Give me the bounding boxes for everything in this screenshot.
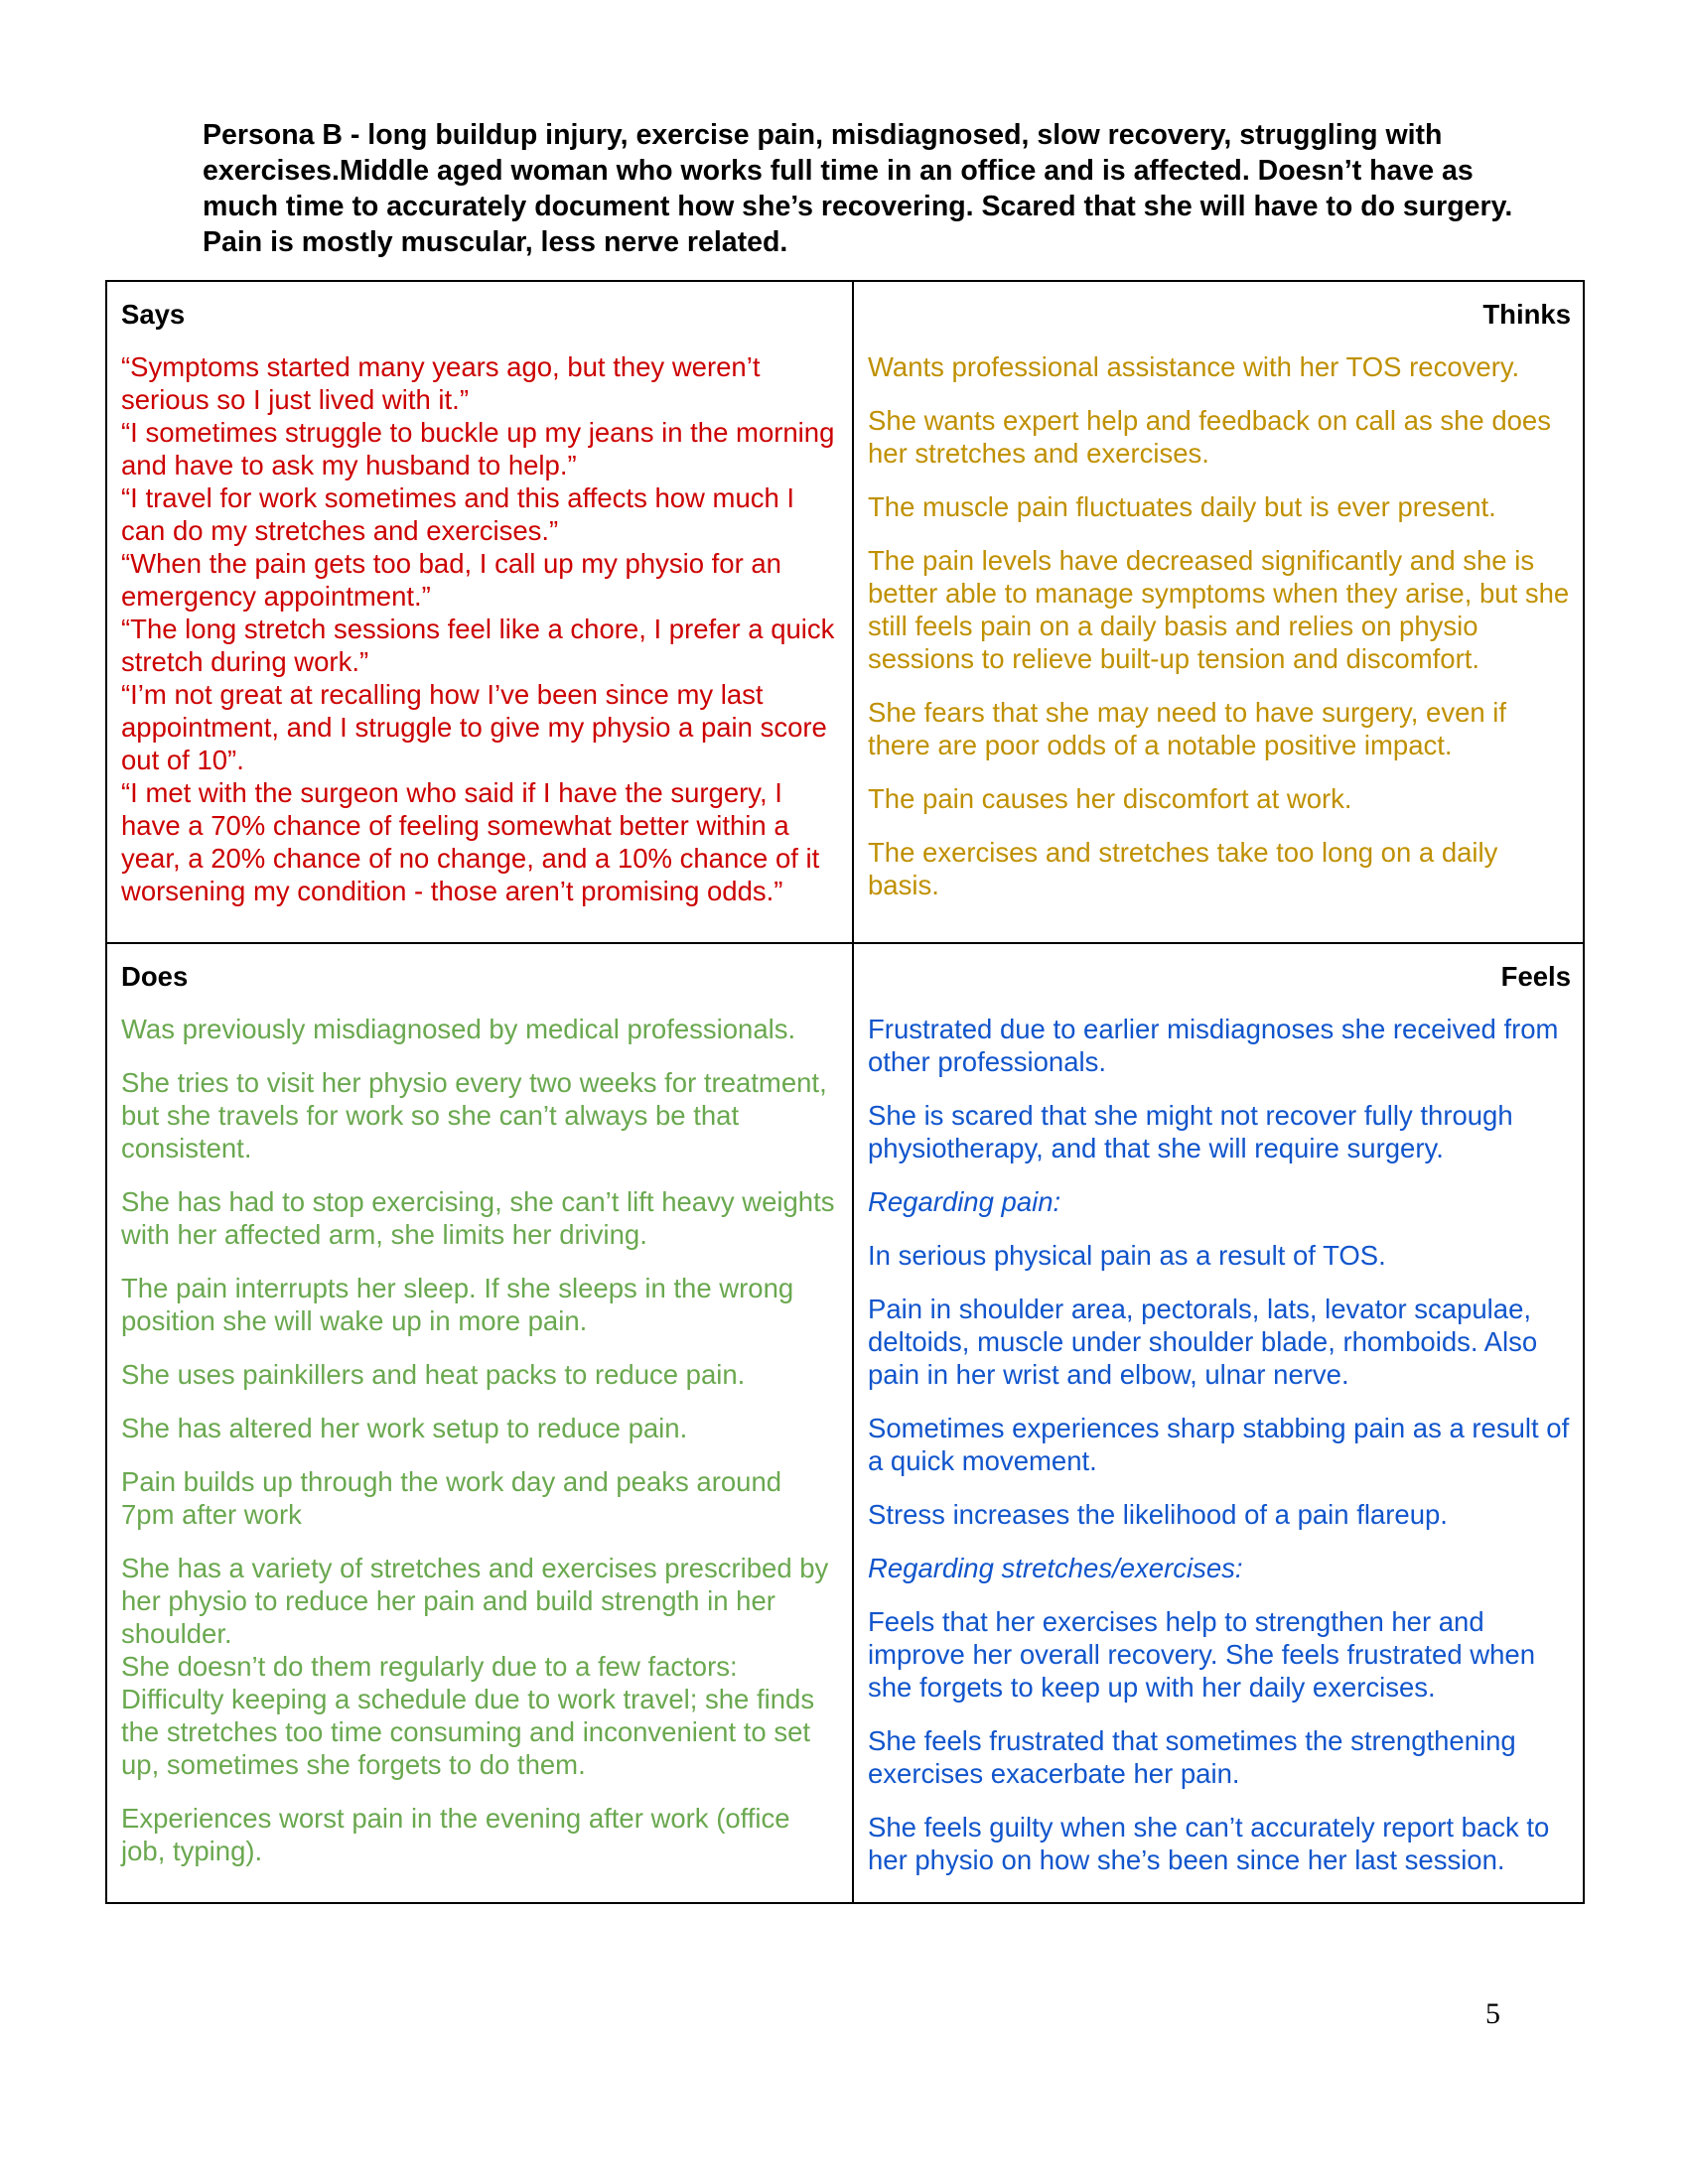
does-item: She has a variety of stretches and exercises prescribed by her physio to reduce her pain and build strength in her shoulder. (121, 1553, 829, 1649)
does-item: Was previously misdiagnosed by medical professionals. (121, 1014, 796, 1044)
feels-item: Pain in shoulder area, pectorals, lats, levator scapulae, deltoids, muscle under shoulder blade, rhomboids. Also pain in her wrist and elbow, ulnar nerve. (868, 1294, 1538, 1390)
says-label: Says (121, 299, 186, 330)
feels-item: She feels frustrated that sometimes the strengthening exercises exacerbate her pain. (868, 1725, 1516, 1789)
says-item: “I sometimes struggle to buckle up my jeans in the morning and have to ask my husband to help.” (121, 417, 835, 480)
does-item: Pain builds up through the work day and peaks around 7pm after work (121, 1466, 782, 1530)
feels-item: Stress increases the likelihood of a pain flareup. (868, 1499, 1448, 1530)
thinks-item: She fears that she may need to have surgery, even if there are poor odds of a notable positive impact. (868, 697, 1507, 760)
says-list (121, 350, 838, 907)
says-item: “Symptoms started many years ago, but they weren’t serious so I just lived with it.” (121, 351, 761, 415)
does-quadrant (107, 944, 854, 1902)
feels-item: In serious physical pain as a result of TOS. (868, 1240, 1386, 1271)
does-label: Does (121, 961, 189, 992)
page-number: 5 (1485, 1997, 1500, 2030)
feels-label: Feels (1500, 961, 1571, 992)
does-item: Experiences worst pain in the evening after work (office job, typing). (121, 1803, 790, 1866)
says-item: “I’m not great at recalling how I’ve been since my last appointment, and I struggle to give my physio a pain score out of 10”. (121, 679, 827, 775)
feels-subheading: Regarding stretches/exercises: (868, 1553, 1243, 1583)
feels-subheading: Regarding pain: (868, 1186, 1061, 1217)
says-quadrant (107, 282, 854, 944)
does-item: The pain interrupts her sleep. If she sleeps in the wrong position she will wake up in more pain. (121, 1273, 794, 1336)
says-item: “When the pain gets too bad, I call up my physio for an emergency appointment.” (121, 548, 781, 612)
says-item: “I travel for work sometimes and this affects how much I can do my stretches and exercises.” (121, 482, 795, 546)
does-item: She has altered her work setup to reduce pain. (121, 1413, 688, 1443)
thinks-item: The muscle pain fluctuates daily but is ever present. (868, 491, 1496, 522)
does-item: She tries to visit her physio every two weeks for treatment, but she travels for work so she can’t always be that consistent. (121, 1067, 827, 1163)
feels-list (868, 1013, 1571, 1876)
feels-quadrant (854, 944, 1585, 1902)
feels-item: Feels that her exercises help to strengthen her and improve her overall recovery. She feels frustrated when she forgets to keep up with her daily exercises. (868, 1606, 1536, 1703)
thinks-item: The pain levels have decreased significantly and she is better able to manage symptoms when they arise, but she still feels pain on a daily basis and relies on physio sessions to relieve built-up tension and discomfort. (868, 545, 1570, 674)
does-item: She doesn’t do them regularly due to a few factors: Difficulty keeping a schedule due to work travel; she finds the stretches too time consuming and inconvenient to set up, sometimes she forgets to do them. (121, 1651, 815, 1780)
feels-item: Sometimes experiences sharp stabbing pain as a result of a quick movement. (868, 1413, 1570, 1476)
thinks-item: The pain causes her discomfort at work. (868, 783, 1352, 814)
thinks-item: The exercises and stretches take too long on a daily basis. (868, 837, 1498, 900)
thinks-quadrant (854, 282, 1585, 944)
thinks-item: She wants expert help and feedback on call as she does her stretches and exercises. (868, 405, 1551, 469)
persona-heading: Persona B - long buildup injury, exercise pain, misdiagnosed, slow recovery, struggling with exercises.Middle aged woman who works full time in an office and is affected. Doesn’t have as much time to accurately document how she’s recovering. Scared that she will have to do surgery. Pain is mostly muscular, less nerve related. (203, 119, 1513, 258)
thinks-item: Wants professional assistance with her TOS recovery. (868, 351, 1520, 382)
says-item: “I met with the surgeon who said if I have the surgery, I have a 70% chance of feeling somewhat better within a year, a 20% chance of no change, and a 10% chance of it worsening my condition - those aren’t promising odds.” (121, 777, 820, 906)
feels-item: She is scared that she might not recover fully through physiotherapy, and that she will require surgery. (868, 1100, 1513, 1163)
thinks-list (868, 350, 1571, 901)
does-item: She uses painkillers and heat packs to reduce pain. (121, 1359, 746, 1390)
feels-item: She feels guilty when she can’t accurately report back to her physio on how she’s been since her last session. (868, 1812, 1550, 1875)
does-list (121, 1013, 838, 1867)
thinks-label: Thinks (1482, 299, 1571, 330)
says-item: “The long stretch sessions feel like a chore, I prefer a quick stretch during work.” (121, 614, 835, 677)
feels-item: Frustrated due to earlier misdiagnoses she received from other professionals. (868, 1014, 1559, 1077)
empathy-map (105, 280, 1585, 1904)
does-item: She has had to stop exercising, she can’t lift heavy weights with her affected arm, she limits her driving. (121, 1186, 835, 1250)
